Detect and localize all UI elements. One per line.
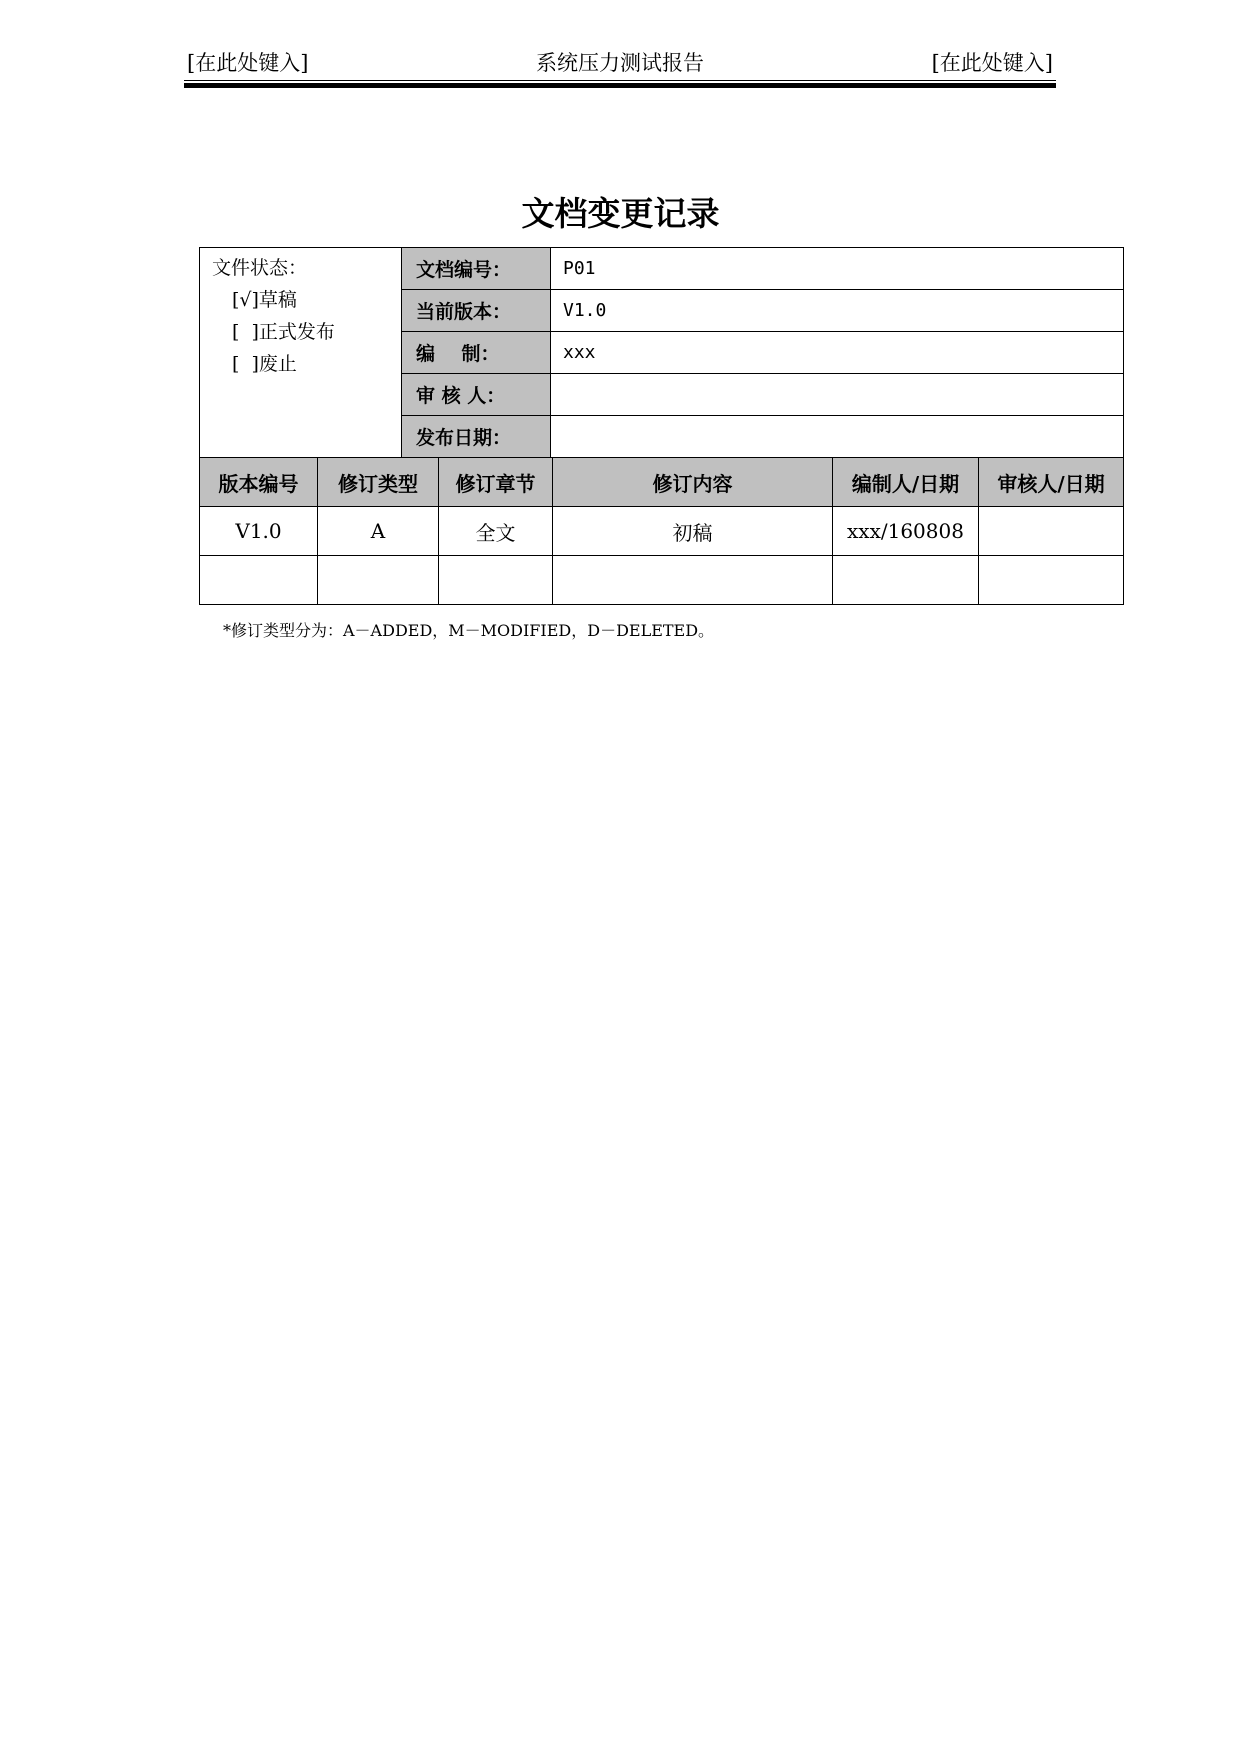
col-header-section: 修订章节 xyxy=(439,458,553,507)
cell-reviewer-date[interactable] xyxy=(979,507,1124,556)
cell-type[interactable]: A xyxy=(318,507,439,556)
current-version-label: 当前版本： xyxy=(402,290,551,332)
col-header-author-date: 编制人/日期 xyxy=(833,458,979,507)
header-right-placeholder[interactable]: [在此处键入] xyxy=(931,51,1053,75)
table-row xyxy=(200,507,1124,556)
file-status-label: 文件状态： xyxy=(212,257,308,279)
cell-author-date[interactable] xyxy=(833,556,979,605)
cell-author-date[interactable]: xxx/160808 xyxy=(833,507,979,556)
reviewer-value[interactable] xyxy=(551,374,1124,416)
document-info-table xyxy=(199,247,1124,458)
page-header xyxy=(185,48,1055,78)
header-left-placeholder[interactable]: [在此处键入] xyxy=(187,51,309,75)
cell-version[interactable]: V1.0 xyxy=(200,507,318,556)
col-header-content: 修订内容 xyxy=(553,458,833,507)
current-version-value[interactable]: V1.0 xyxy=(551,290,1124,332)
release-date-label: 发布日期： xyxy=(402,416,551,458)
status-option-draft[interactable]: [√]草稿 xyxy=(232,289,297,311)
cell-section[interactable]: 全文 xyxy=(439,507,553,556)
release-date-value[interactable] xyxy=(551,416,1124,458)
cell-section[interactable] xyxy=(439,556,553,605)
col-header-version: 版本编号 xyxy=(200,458,318,507)
doc-number-value[interactable]: P01 xyxy=(551,248,1124,290)
status-option-obsolete[interactable]: [ ]废止 xyxy=(232,353,297,375)
info-row-doc-number xyxy=(200,248,1124,290)
revision-history-table xyxy=(199,457,1124,605)
status-option-published[interactable]: [ ]正式发布 xyxy=(232,321,335,343)
revision-header-row xyxy=(200,458,1124,507)
revision-type-note: *修订类型分为：A－ADDED，M－MODIFIED，D－DELETED。 xyxy=(223,621,715,640)
cell-reviewer-date[interactable] xyxy=(979,556,1124,605)
header-rule-thick xyxy=(184,83,1056,88)
col-header-type: 修订类型 xyxy=(318,458,439,507)
cell-version[interactable] xyxy=(200,556,318,605)
cell-content[interactable]: 初稿 xyxy=(553,507,833,556)
file-status-cell xyxy=(200,248,402,458)
cell-content[interactable] xyxy=(553,556,833,605)
document-title: 文档变更记录 xyxy=(521,194,720,233)
header-title: 系统压力测试报告 xyxy=(536,51,704,75)
header-rule-thin xyxy=(184,80,1056,81)
author-value[interactable]: xxx xyxy=(551,332,1124,374)
cell-type[interactable] xyxy=(318,556,439,605)
table-row xyxy=(200,556,1124,605)
col-header-reviewer-date: 审核人/日期 xyxy=(979,458,1124,507)
reviewer-label: 审 核 人： xyxy=(402,374,551,416)
doc-number-label: 文档编号： xyxy=(402,248,551,290)
author-label: 编 制： xyxy=(402,332,551,374)
